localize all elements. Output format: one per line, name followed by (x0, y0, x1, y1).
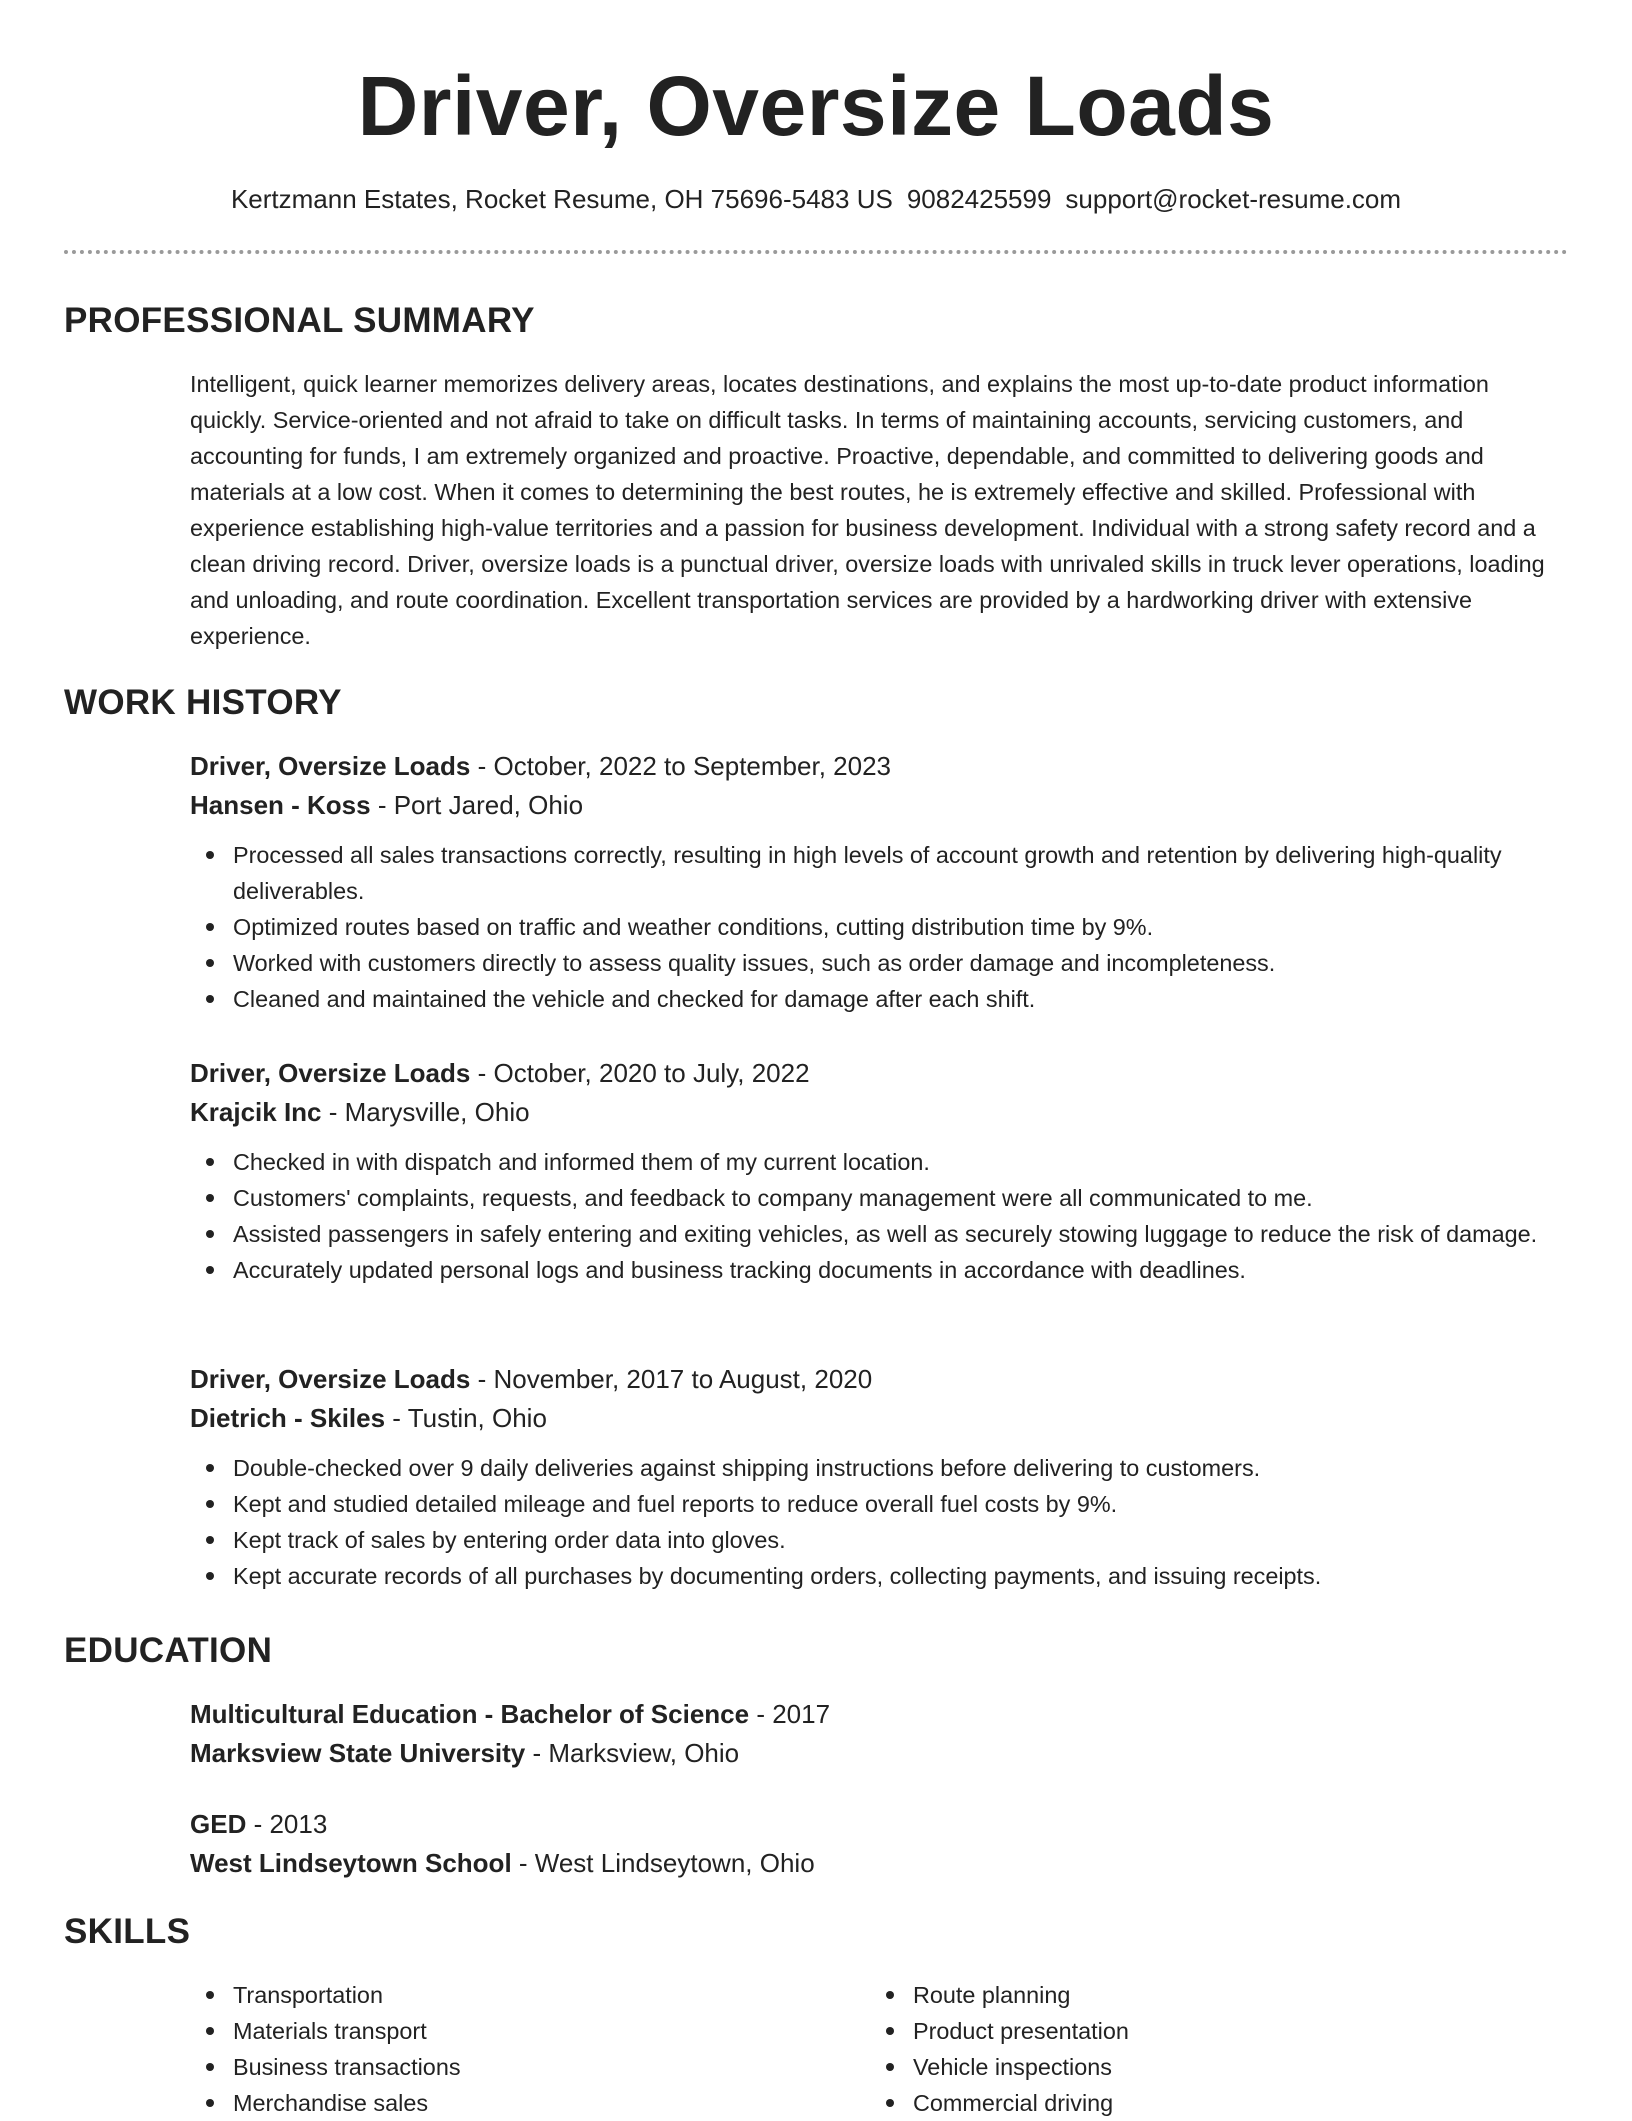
contact-phone: 9082425599 (906, 184, 1052, 214)
contact-line (0, 182, 1632, 216)
resume-name: Driver, Oversize Loads (357, 59, 1275, 153)
skill-item: Vehicle inspections (870, 2049, 1530, 2085)
section-title-skills: SKILLS (64, 1912, 191, 1951)
job-title: Driver, Oversize Loads (190, 1058, 471, 1088)
job-title: Driver, Oversize Loads (190, 1364, 471, 1394)
job-entry (190, 1054, 1568, 1288)
education-school: Marksview State University (190, 1738, 526, 1768)
job-entry (190, 1360, 1568, 1594)
job-bullet: Double-checked over 9 daily deliveries against shipping instructions before delivering to customers. (190, 1450, 1568, 1486)
education-location: - Marksview, Ohio (525, 1738, 740, 1768)
education-degree: GED (190, 1809, 247, 1839)
job-bullet: Cleaned and maintained the vehicle and checked for damage after each shift. (190, 981, 1568, 1017)
job-bullet: Assisted passengers in safely entering and exiting vehicles, as well as securely stowing luggage to reduce the risk of damage. (190, 1216, 1568, 1252)
education-degree-line (190, 1805, 1568, 1844)
education-school-line (190, 1844, 1568, 1883)
skill-item: Business transactions (190, 2049, 850, 2085)
section-title-education: EDUCATION (64, 1631, 273, 1670)
job-company: Hansen - Koss (190, 790, 371, 820)
contact-address: Kertzmann Estates, Rocket Resume, OH 75696-5483 US (230, 184, 893, 214)
skill-item: Transportation (190, 1977, 850, 2013)
job-title-line (190, 747, 1568, 786)
job-bullet: Kept track of sales by entering order data into gloves. (190, 1522, 1568, 1558)
summary-text: Intelligent, quick learner memorizes delivery areas, locates destinations, and explains the most up-to-date product information quickly. Service-oriented and not afraid to take on difficult tasks. In terms of maintaining accounts, servicing customers, and accounting for funds, I am extremely organized and proactive. Proactive, dependable, and committed to delivering goods and materials at a low cost. When it comes to determining the best routes, he is extremely effective and skilled. Professional with experience establishing high-value territories and a passion for business development. Individual with a strong safety record and a clean driving record. Driver, oversize loads is a punctual driver, oversize loads with unrivaled skills in truck lever operations, loading and unloading, and route coordination. Excellent transportation services are provided by a hardworking driver with extensive experience. (190, 371, 1545, 649)
job-bullet: Accurately updated personal logs and business tracking documents in accordance with deadlines. (190, 1252, 1568, 1288)
education-year: - 2017 (749, 1699, 831, 1729)
job-dates: - October, 2020 to July, 2022 (470, 1058, 810, 1088)
skills-list-right (870, 1977, 1530, 2121)
education-entry (190, 1695, 1568, 1773)
education-location: - West Lindseytown, Ohio (511, 1848, 815, 1878)
education-degree-line (190, 1695, 1568, 1734)
education-school: West Lindseytown School (190, 1848, 512, 1878)
job-bullets (190, 837, 1568, 1017)
job-bullets (190, 1144, 1568, 1288)
skill-item: Merchandise sales (190, 2085, 850, 2121)
job-company: Krajcik Inc (190, 1097, 322, 1127)
skill-item: Route planning (870, 1977, 1530, 2013)
job-company-line (190, 786, 1568, 825)
job-bullet: Checked in with dispatch and informed them of my current location. (190, 1144, 1568, 1180)
job-bullet: Customers' complaints, requests, and feedback to company management were all communicated to me. (190, 1180, 1568, 1216)
education-school-line (190, 1734, 1568, 1773)
job-company-line (190, 1399, 1568, 1438)
job-bullets (190, 1450, 1568, 1594)
job-dates: - October, 2022 to September, 2023 (470, 751, 891, 781)
header-divider (64, 250, 1568, 254)
job-company: Dietrich - Skiles (190, 1403, 386, 1433)
education-degree: Multicultural Education - Bachelor of Science (190, 1699, 750, 1729)
job-title: Driver, Oversize Loads (190, 751, 471, 781)
job-title-line (190, 1054, 1568, 1093)
job-location: - Port Jared, Ohio (370, 790, 584, 820)
job-dates: - November, 2017 to August, 2020 (470, 1364, 873, 1394)
job-bullet: Kept and studied detailed mileage and fuel reports to reduce overall fuel costs by 9%. (190, 1486, 1568, 1522)
section-title-summary: PROFESSIONAL SUMMARY (64, 301, 535, 340)
job-title-line (190, 1360, 1568, 1399)
skill-item: Materials transport (190, 2013, 850, 2049)
job-location: - Marysville, Ohio (321, 1097, 530, 1127)
section-title-work: WORK HISTORY (64, 683, 342, 722)
skill-item: Commercial driving (870, 2085, 1530, 2121)
job-bullet: Processed all sales transactions correctly, resulting in high levels of account growth and retention by delivering high-quality deliverables. (190, 837, 1568, 909)
skills-list-left (190, 1977, 850, 2121)
job-entry (190, 747, 1568, 1017)
job-bullet: Kept accurate records of all purchases by documenting orders, collecting payments, and issuing receipts. (190, 1558, 1568, 1594)
job-company-line (190, 1093, 1568, 1132)
education-entry (190, 1805, 1568, 1883)
education-year: - 2013 (246, 1809, 328, 1839)
job-bullet: Worked with customers directly to assess quality issues, such as order damage and incompleteness. (190, 945, 1568, 981)
job-location: - Tustin, Ohio (385, 1403, 547, 1433)
skill-item: Product presentation (870, 2013, 1530, 2049)
job-bullet: Optimized routes based on traffic and weather conditions, cutting distribution time by 9%. (190, 909, 1568, 945)
contact-email: support@rocket-resume.com (1065, 184, 1402, 214)
